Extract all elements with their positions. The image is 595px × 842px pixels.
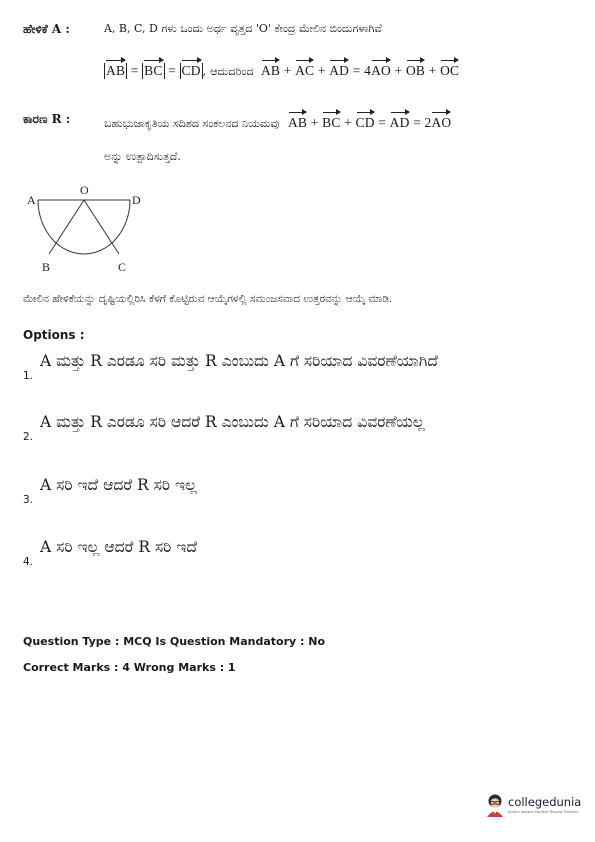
reason-line-2: ಅನ್ನು ಉತ್ಪಾದಿಸುತ್ತದೆ. bbox=[104, 150, 181, 163]
options-heading: Options : bbox=[23, 328, 85, 342]
marks-line: Correct Marks : 4 Wrong Marks : 1 bbox=[23, 661, 236, 674]
logo-wordmark: collegedunia bbox=[508, 795, 582, 809]
option-number: 2. bbox=[23, 431, 34, 443]
point-b-label: B bbox=[42, 260, 51, 274]
option-number: 3. bbox=[23, 494, 34, 506]
assertion-line-2 bbox=[104, 60, 459, 79]
reason-text: ಬಹುಭುಜಾಕೃತಿಯ ಸದಿಶದ ಸಂಕಲನದ ನಿಯಮವು bbox=[104, 117, 280, 130]
logo-tagline: India's largest Student Review Platform bbox=[508, 810, 579, 814]
option-text: A ಮತ್ತು R ಎರಡೂ ಸರಿ ಆದರೆ R ಎಂಬುದು A ಗೆ ಸರಿಯಾದ ವಿವರಣೆಯಲ್ಲ bbox=[40, 413, 425, 431]
option-text: A ಮತ್ತು R ಎರಡೂ ಸರಿ ಮತ್ತು R ಎಂಬುದು A ಗೆ ಸರಿಯಾದ ವಿವರಣೆಯಾಗಿದೆ bbox=[40, 352, 438, 370]
point-c-label: C bbox=[118, 260, 127, 274]
option-number: 4. bbox=[23, 556, 34, 568]
reason-line-1 bbox=[104, 112, 451, 131]
student-mascot-icon bbox=[484, 793, 506, 817]
option-text: A ಸರಿ ಇಲ್ಲ ಆದರೆ R ಸರಿ ಇದೆ bbox=[40, 538, 197, 556]
assertion-magnitudes: AB = BC = CD , ಆದುದರಿಂದ bbox=[106, 63, 254, 78]
question-type-line: Question Type : MCQ Is Question Mandatory : No bbox=[23, 635, 326, 648]
reason-label: ಕಾರಣ R : bbox=[23, 112, 71, 126]
point-d-label: D bbox=[132, 193, 141, 207]
point-a-label: A bbox=[27, 193, 36, 207]
semicircle-figure bbox=[18, 178, 148, 278]
assertion-label: ಹೇಳಿಕೆ A : bbox=[23, 22, 70, 36]
reason-vector-equation: AB + BC + CD = AD = 2AO bbox=[287, 115, 452, 130]
assertion-vector-equation: AB + AC + AD = 4AO + OB + OC bbox=[260, 63, 460, 78]
option-number: 1. bbox=[23, 370, 34, 382]
instruction-text: ಮೇಲಿನ ಹೇಳಿಕೆಯನ್ನು ದೃಷ್ಟಿಯಲ್ಲಿರಿಸಿ ಕೆಳಗೆ ಕೊಟ್ಟಿರುವ ಆಯ್ಕೆಗಳಲ್ಲಿ ಸಮಂಜಸವಾದ ಉತ್ತರವನ್ನು ಆಯ್ಕೆ ಮಾಡಿ. bbox=[23, 293, 393, 305]
assertion-line-1: A, B, C, D ಗಳು ಒಂದು ಅರ್ಧ ವೃತ್ತದ 'O' ಕೇಂದ್ರ ಮೇಲಿನ ಬಿಂದುಗಳಾಗಿವೆ bbox=[104, 22, 382, 35]
collegedunia-logo bbox=[484, 793, 584, 817]
option-text: A ಸರಿ ಇದೆ ಆದರೆ R ಸರಿ ಇಲ್ಲ bbox=[40, 476, 197, 494]
point-o-label: O bbox=[80, 183, 89, 197]
